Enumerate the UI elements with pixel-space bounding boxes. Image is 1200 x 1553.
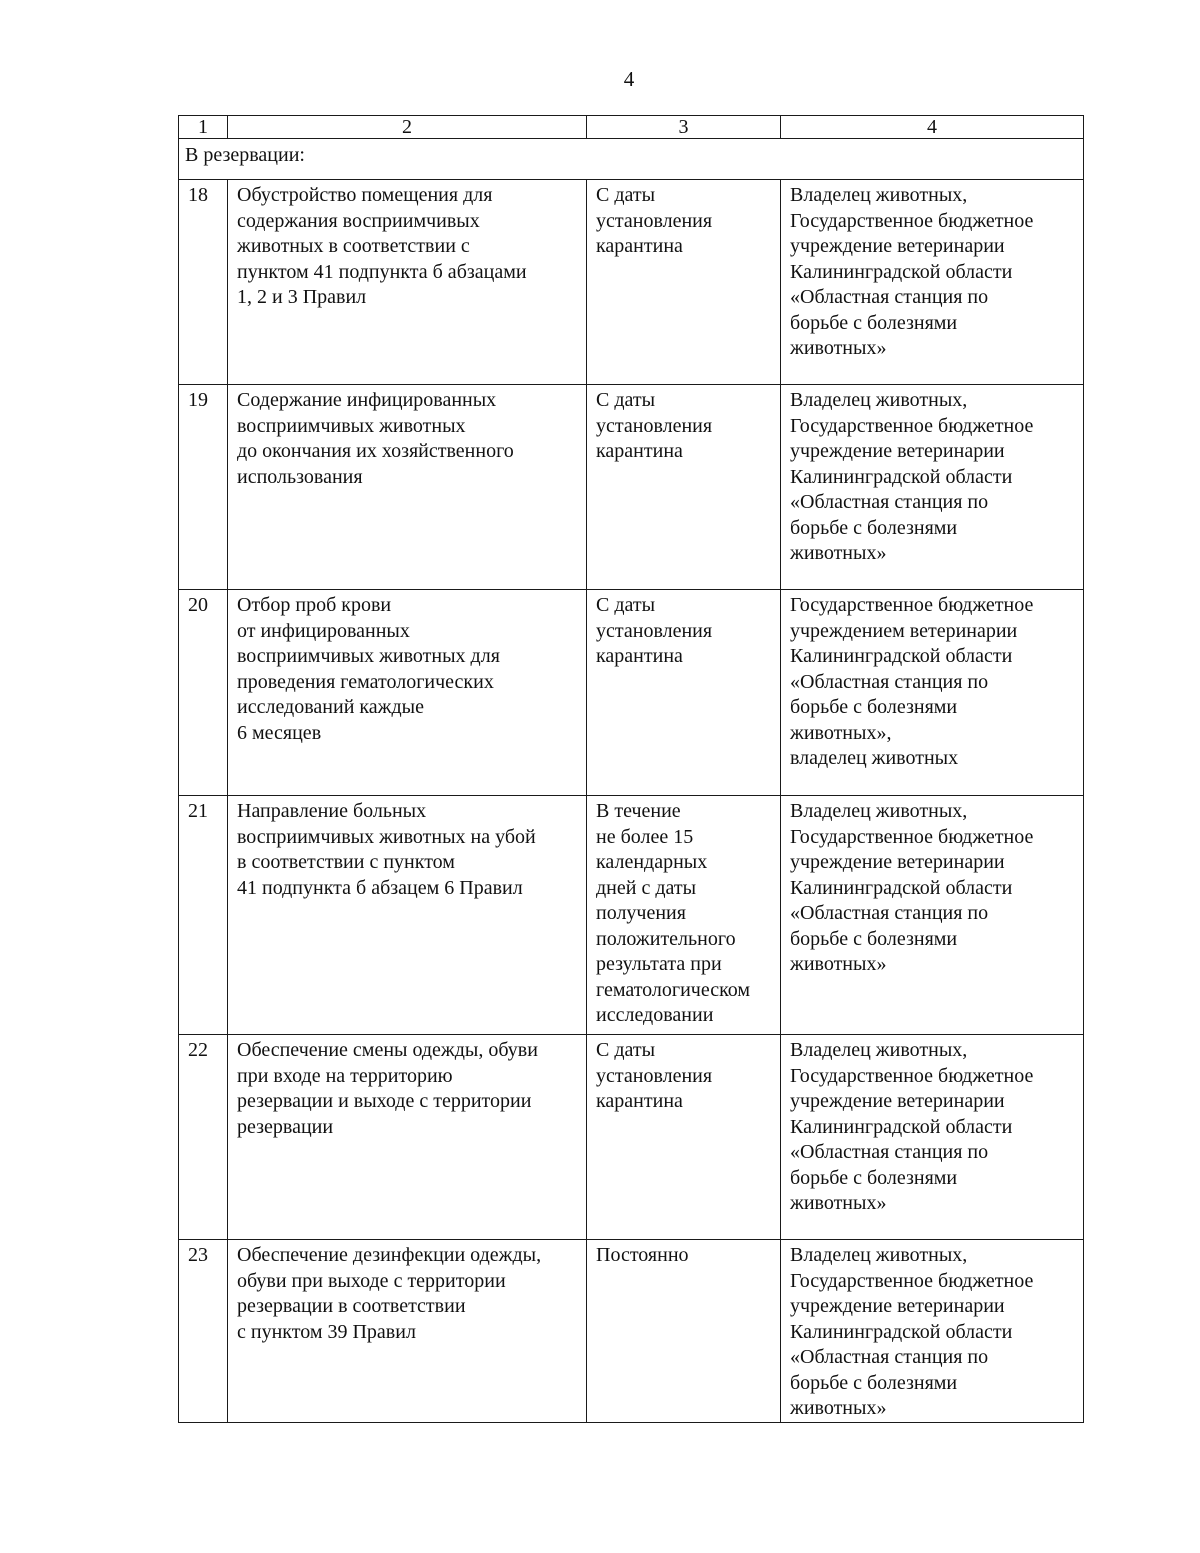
table-row [179, 180, 1084, 385]
table-row [179, 796, 1084, 1035]
measure-cell: Содержание инфицированных восприимчивых животных до окончания их хозяйственного использования [228, 385, 587, 590]
measure-cell: Отбор проб крови от инфицированных восприимчивых животных для проведения гематологических исследований каждые 6 месяцев [228, 590, 587, 796]
table-row [179, 1035, 1084, 1240]
table-row [179, 385, 1084, 590]
responsible-cell: Владелец животных, Государственное бюджетное учреждение ветеринарии Калининградской области «Областная станция по борьбе с болезнями животных» [781, 1240, 1084, 1423]
row-number: 19 [179, 385, 228, 590]
responsible-cell: Государственное бюджетное учреждением ветеринарии Калининградской области «Областная станция по борьбе с болезнями животных», владелец животных [781, 590, 1084, 796]
term-cell: Постоянно [587, 1240, 781, 1423]
column-header-4: 4 [781, 116, 1084, 139]
measure-cell: Обеспечение дезинфекции одежды, обуви при выходе с территории резервации в соответствии с пунктом 39 Правил [228, 1240, 587, 1423]
term-cell: В течение не более 15 календарных дней с даты получения положительного результата при гематологическом исследовании [587, 796, 781, 1035]
table-row [179, 590, 1084, 796]
page-number: 4 [623, 67, 635, 91]
row-number: 21 [179, 796, 228, 1035]
column-header-2: 2 [228, 116, 587, 139]
row-number: 18 [179, 180, 228, 385]
row-number: 22 [179, 1035, 228, 1240]
responsible-cell: Владелец животных, Государственное бюджетное учреждение ветеринарии Калининградской области «Областная станция по борьбе с болезнями животных» [781, 796, 1084, 1035]
row-number: 20 [179, 590, 228, 796]
term-cell: С даты установления карантина [587, 180, 781, 385]
column-header-3: 3 [587, 116, 781, 139]
column-header-1: 1 [179, 116, 228, 139]
responsible-cell: Владелец животных, Государственное бюджетное учреждение ветеринарии Калининградской области «Областная станция по борьбе с болезнями животных» [781, 385, 1084, 590]
section-title: В резервации: [179, 139, 1084, 180]
responsible-cell: Владелец животных, Государственное бюджетное учреждение ветеринарии Калининградской области «Областная станция по борьбе с болезнями животных» [781, 180, 1084, 385]
table-header-row [179, 116, 1084, 139]
measure-cell: Обустройство помещения для содержания восприимчивых животных в соответствии с пунктом 41 подпункта б абзацами 1, 2 и 3 Правил [228, 180, 587, 385]
row-number: 23 [179, 1240, 228, 1423]
term-cell: С даты установления карантина [587, 1035, 781, 1240]
table-row [179, 1240, 1084, 1423]
term-cell: С даты установления карантина [587, 385, 781, 590]
measure-cell: Направление больных восприимчивых животных на убой в соответствии с пунктом 41 подпункта б абзацем 6 Правил [228, 796, 587, 1035]
section-row [179, 139, 1084, 180]
measures-table [178, 115, 1084, 1423]
term-cell: С даты установления карантина [587, 590, 781, 796]
measure-cell: Обеспечение смены одежды, обуви при входе на территорию резервации и выходе с территории резервации [228, 1035, 587, 1240]
responsible-cell: Владелец животных, Государственное бюджетное учреждение ветеринарии Калининградской области «Областная станция по борьбе с болезнями животных» [781, 1035, 1084, 1240]
